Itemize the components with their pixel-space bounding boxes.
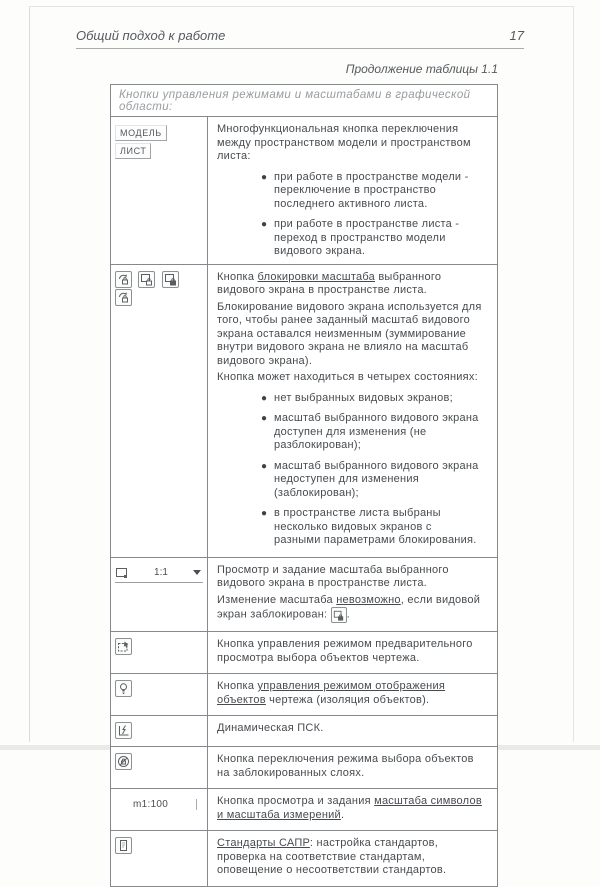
running-head [76,28,524,49]
divider [196,799,197,810]
row1-intro: Многофункциональная кнопка переключения между пространством модели и пространством листа: [217,123,471,162]
row3-control-cell [111,558,208,632]
bullet-text: масштаб выбранного видового экрана доступен для изменения (не разблокирован); [274,412,479,451]
list-item [261,218,489,259]
row8-text: Кнопка просмотра и задания масштаба символов и масштаба измерений. [217,795,482,821]
row5-control-cell [111,674,208,715]
row4-description-cell [208,632,497,673]
table-row [111,117,497,265]
table-row [111,747,497,789]
list-item [261,171,489,212]
viewport-locked-icon[interactable] [162,271,179,288]
page-number: 17 [509,28,524,43]
bullet-text: при работе в пространстве листа - переход в пространство модели видового экрана. [274,218,460,257]
table-row [111,789,497,831]
viewport-icon [115,566,129,580]
bullet-text: в пространстве листа выбраны несколько видовых экранов с разными параметрами блокирования. [274,507,477,546]
scan-edge [29,6,574,7]
row6-description-cell [208,716,497,746]
table-row [111,831,497,886]
row5-description-cell [208,674,497,715]
row3-p1: Просмотр и задание масштаба выбранного видового экрана в пространстве листа. [217,563,449,589]
list-item [261,507,489,548]
row7-text: Кнопка переключения режима выбора объектов на заблокированных слоях. [217,753,474,779]
row7-control-cell [111,747,208,788]
row2-p1: Кнопка блокировки масштаба выбранного видового экрана в пространстве листа. [217,270,442,296]
bullet-text: при работе в пространстве модели - переключение в пространство последнего активного листа. [274,170,469,210]
row9-description-cell [208,831,497,886]
bullet-text: нет выбранных видовых экранов; [274,391,453,404]
table-1-1-continuation [110,84,498,887]
row8-description-cell [208,789,497,830]
bullet-marker: ● [261,508,268,519]
list-item [261,392,489,406]
layout-button[interactable]: ЛИСТ [115,143,151,159]
viewport-unlocked-icon[interactable] [138,271,155,288]
row5-text: Кнопка управления режимом отображения объектов чертежа (изоляция объектов). [217,680,446,706]
annotation-scale-button[interactable] [115,799,203,810]
row3-description-cell [208,558,497,632]
bullet-text: масштаб выбранного видового экрана недоступен для изменения (заблокирован); [274,459,479,499]
chapter-title: Общий подход к работе [76,28,226,43]
list-item [261,412,489,453]
annotation-scale-value: m1:100 [133,799,169,810]
row2-p3: Кнопка может находиться в четырех состояниях: [217,371,478,383]
table-section-header: Кнопки управления режимами и масштабами в графической области: [111,85,497,117]
row1-description-cell [208,117,497,264]
row6-control-cell [111,716,208,746]
viewport-scale-combobox[interactable] [115,566,203,583]
row1-control-cell [111,117,208,264]
row6-text: Динамическая ПСК. [217,722,324,734]
row4-text: Кнопка управления режимом предварительного просмотра выбора объектов чертежа. [217,638,473,664]
row2-p2: Блокирование видового экрана используется для того, чтобы ранее заданный масштаб видового экрана оставался неизменным (зуммирование внутри видового экрана не влияло на масштаб видового экрана). [217,300,482,367]
table-row [111,558,497,633]
table-row [111,632,497,674]
cad-standards-icon[interactable] [115,837,132,854]
row2-control-cell [111,265,208,557]
row2-description-cell [208,265,497,557]
list-item [261,460,489,501]
locked-layer-selection-icon[interactable] [115,753,132,770]
bullet-marker: ● [261,413,268,424]
chevron-down-icon[interactable] [193,570,201,575]
dynamic-ucs-icon[interactable] [115,722,132,739]
table-row [111,716,497,747]
bullet-marker: ● [261,460,268,472]
table-caption: Продолжение таблицы 1.1 [345,62,498,76]
row9-text: Стандарты САПР: настройка стандартов, проверка на соответствие стандартам, оповещение о несоответствии стандартов. [217,837,447,876]
viewport-locked-icon [331,607,347,623]
bullet-marker: ● [261,392,268,404]
table-row [111,265,497,558]
selection-preview-icon[interactable] [115,638,132,655]
row7-description-cell [208,747,497,788]
viewport-scale-lock-arrow-icon[interactable] [115,271,132,288]
row4-control-cell [111,632,208,673]
viewport-scale-value: 1:1 [154,567,168,578]
object-isolation-lightbulb-icon[interactable] [115,680,132,697]
bullet-marker: ● [261,219,268,230]
viewport-scale-lock-arrow-icon[interactable] [115,289,132,306]
bullet-marker: ● [261,171,268,183]
model-button[interactable]: МОДЕЛЬ [115,125,167,141]
row8-control-cell [111,789,208,830]
row3-p2: Изменение масштаба невозможно, если видовой экран заблокирован: . [217,594,489,624]
scan-edge [573,6,574,742]
row9-control-cell [111,831,208,886]
scan-edge [29,6,30,742]
table-row [111,674,497,716]
